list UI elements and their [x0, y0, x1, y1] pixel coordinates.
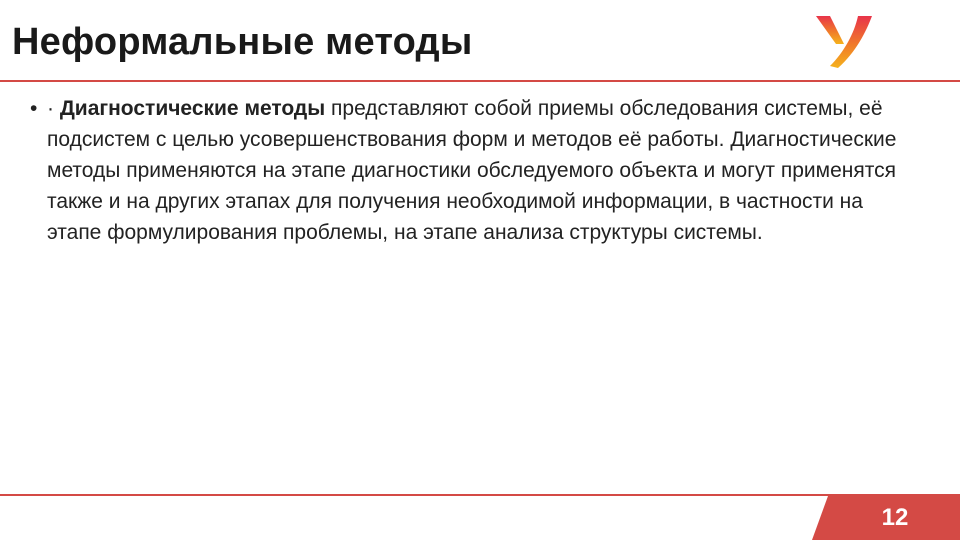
page-number: 12	[881, 504, 909, 531]
bullet-body: представляют собой приемы обследования системы, её подсистем с целью усовершенствования форм и методов её работы. Диагностические методы применяются на этапе диагностики обследуемого объекта и могут применятся также и на других этапах для получения необходимой информации, в частности на этапе формулирования проблемы, на этапе анализа структуры системы.	[47, 97, 897, 244]
slide-title: Неформальные методы	[12, 21, 473, 63]
bullet-term: Диагностические методы	[59, 97, 326, 120]
bullet-mark: •	[30, 97, 38, 120]
bullet-prefix: ·	[47, 97, 60, 120]
